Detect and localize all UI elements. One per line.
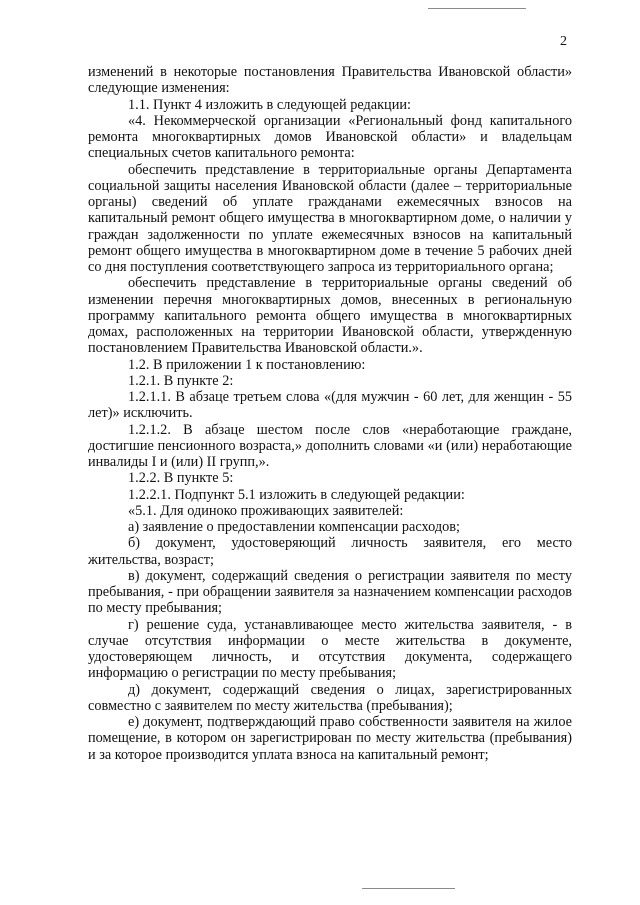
paragraph: 1.2.2.1. Подпункт 5.1 изложить в следующей редакции: (128, 486, 465, 503)
paragraph: обеспечить представление в территориальные органы сведений об изменении перечня многоквартирных домов, внесенных в региональную программу капитального ремонта общего имущества в многоквартирных домах, расположенных на территории Ивановской области, утвержденную постановлением Правительства Ивановской области.». (88, 275, 572, 357)
paragraph: г) решение суда, устанавливающее место жительства заявителя, - в случае отсутствия информации о месте жительства в документе, удостоверяющем личность, и отсутствия документа, содержащего информацию о регистрации по месту пребывания; (88, 616, 572, 682)
scan-artifact-bottom (362, 888, 455, 889)
paragraph: б) документ, удостоверяющий личность заявителя, его место жительства, возраст; (88, 535, 572, 568)
paragraph: изменений в некоторые постановления Правительства Ивановской области» следующие изменения: (88, 64, 572, 97)
paragraph: «4. Некоммерческой организации «Региональный фонд капитального ремонта многоквартирных домов Ивановской области» и владельцам специальных счетов капитального ремонта: (88, 112, 572, 162)
paragraph: обеспечить представление в территориальные органы Департамента социальной защиты населения Ивановской области (далее – территориальные органы) сведений об уплате гражданами ежемесячных взносов на капитальный ремонт общего имущества в многоквартирном доме, о наличии у граждан задолженности по уплате ежемесячных взносов на капитальный ремонт общего имущества в многоквартирном доме в течение 5 рабочих дней со дня поступления соответствующего запроса из территориального органа; (88, 161, 572, 275)
paragraph: 1.2.1.1. В абзаце третьем слова «(для мужчин - 60 лет, для женщин - 55 лет)» исключить. (88, 389, 572, 422)
paragraph: «5.1. Для одиноко проживающих заявителей: (128, 502, 404, 519)
paragraph: 1.2.2. В пункте 5: (128, 470, 234, 487)
paragraph: 1.2.1.2. В абзаце шестом после слов «неработающие граждане, достигшие пенсионного возраста,» дополнить словами «и (или) неработающие инвалиды I и (или) II групп,». (88, 421, 572, 470)
paragraph: 1.1. Пункт 4 изложить в следующей редакции: (128, 96, 411, 113)
scan-artifact-top (428, 8, 526, 9)
page-number: 2 (560, 34, 567, 49)
paragraph: а) заявление о предоставлении компенсации расходов; (128, 519, 460, 535)
paragraph: е) документ, подтверждающий право собственности заявителя на жилое помещение, в котором он зарегистрирован по месту жительства (пребывания) и за которое производится уплата взноса на капитальный ремонт; (88, 714, 572, 763)
paragraph: 1.2. В приложении 1 к постановлению: (128, 356, 366, 373)
paragraph: д) документ, содержащий сведения о лицах, зарегистрированных совместно с заявителем по месту жительства (пребывания); (88, 681, 572, 714)
paragraph: в) документ, содержащий сведения о регистрации заявителя по месту пребывания, - при обращении заявителя за назначением компенсации расходов по месту пребывания; (88, 567, 572, 617)
document-body (88, 64, 572, 763)
paragraph: 1.2.1. В пункте 2: (128, 372, 234, 389)
